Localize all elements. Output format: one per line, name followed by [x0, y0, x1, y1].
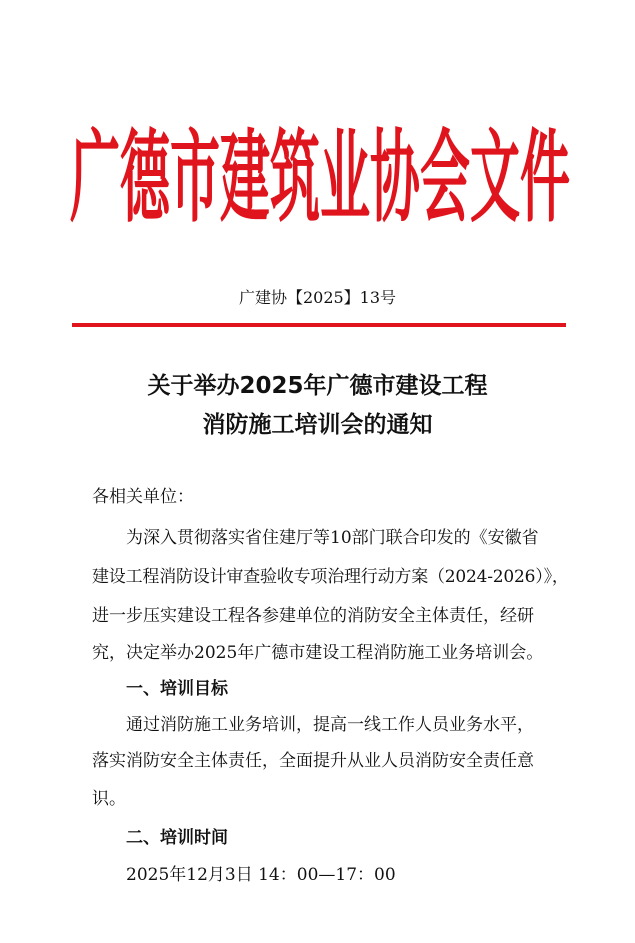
masthead-char: 筑 [270, 118, 320, 236]
document-number: 广建协【2025】13号 [238, 288, 397, 307]
masthead-char: 件 [520, 118, 570, 236]
notice-title-line-1: 关于举办2025年广德市建设工程 [147, 373, 488, 399]
salutation: 各相关单位： [92, 487, 194, 507]
intro-line-1: 为深入贯彻落实省住建厅等10部门联合印发的《安徽省 [126, 528, 539, 548]
section-1-line-1: 通过消防施工业务培训，提高一线工作人员业务水平， [126, 715, 534, 735]
intro-line-3: 进一步压实建设工程各参建单位的消防安全主体责任，经研 [92, 606, 534, 626]
masthead-char: 业 [320, 118, 370, 236]
section-2-line-1: 2025年12月3日 14：00—17：00 [126, 865, 396, 885]
masthead-char: 市 [170, 118, 220, 236]
masthead-title [70, 118, 570, 236]
masthead-char: 文 [470, 118, 520, 236]
section-2-heading: 二、培训时间 [126, 828, 228, 848]
section-1-line-3: 识。 [92, 789, 126, 809]
masthead-char: 会 [420, 118, 470, 236]
intro-line-2: 建设工程消防设计审查验收专项治理行动方案（2024-2026）》， [92, 567, 569, 587]
section-1-heading: 一、培训目标 [126, 679, 228, 699]
section-1-line-2: 落实消防安全主体责任，全面提升从业人员消防安全责任意 [92, 751, 534, 771]
masthead-char: 德 [120, 118, 170, 236]
notice-title-line-2: 消防施工培训会的通知 [202, 412, 433, 438]
red-divider-rule [72, 323, 566, 327]
masthead-char: 建 [220, 118, 270, 236]
masthead-char: 协 [370, 118, 420, 236]
masthead-char: 广 [70, 118, 120, 236]
intro-line-4: 究，决定举办2025年广德市建设工程消防施工业务培训会。 [92, 643, 544, 663]
